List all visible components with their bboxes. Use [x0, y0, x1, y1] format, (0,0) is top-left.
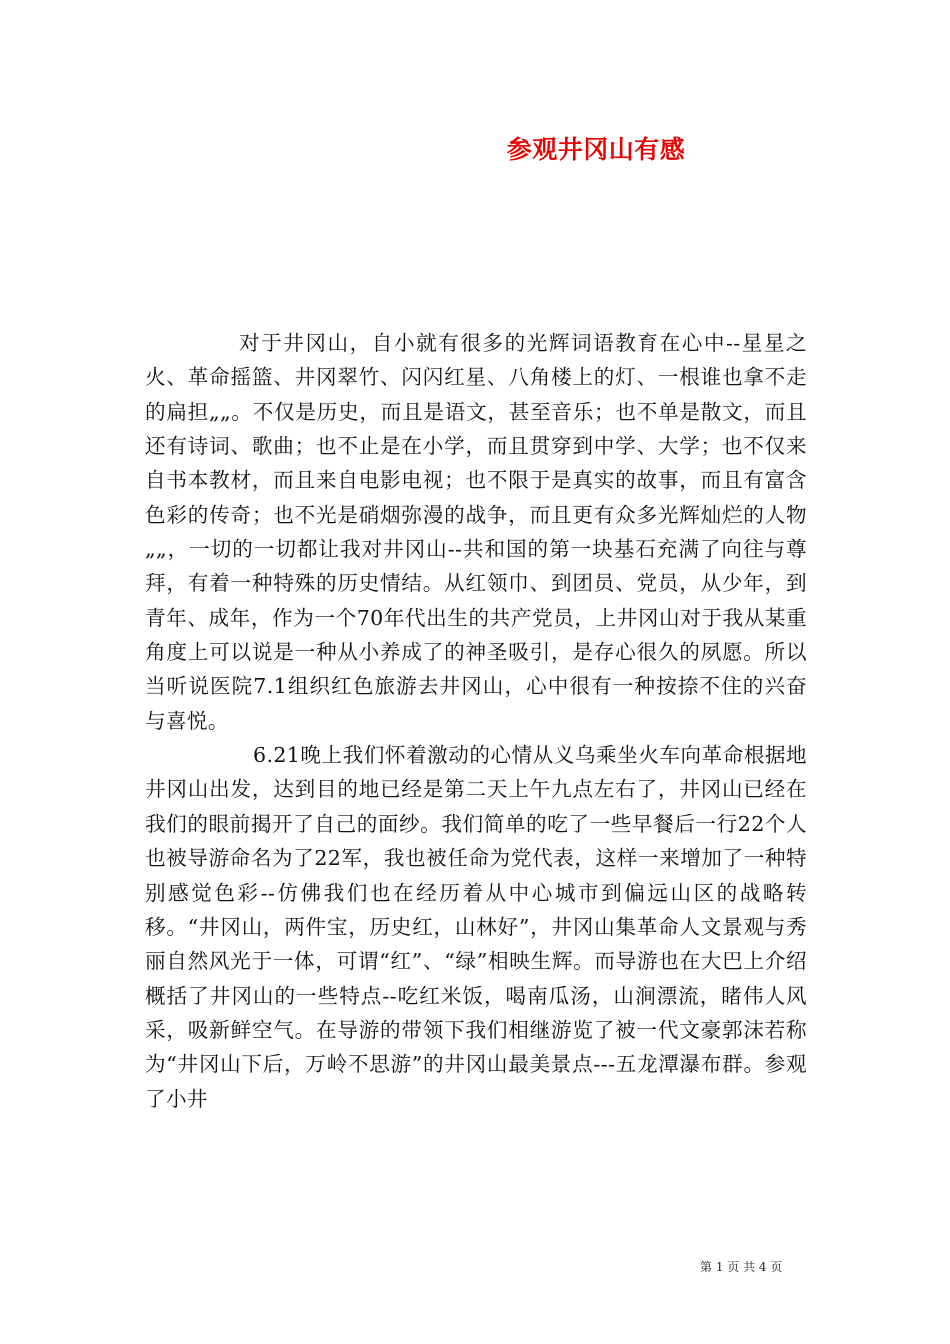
paragraph-1: 对于井冈山，自小就有很多的光辉词语教育在心中--星星之火、革命摇篮、井冈翠竹、闪闪红星、八角楼上的灯、一根谁也拿不走的扁担„„。不仅是历史，而且是语文，甚至音乐；也不单是散文，而且还有诗词、歌曲；也不止是在小学，而且贯穿到中学、大学；也不仅来自书本教材，而且来自电影电视；也不限于是真实的故事，而且有富含色彩的传奇；也不光是硝烟弥漫的战争，而且更有众多光辉灿烂的人物„„，一切的一切都让我对井冈山--共和国的第一块基石充满了向往与尊拜，有着一种特殊的历史情结。从红领巾、到团员、党员，从少年，到青年、成年，作为一个70年代出生的共产党员，上井冈山对于我从某重角度上可以说是一种从小养成了的神圣吸引，是存心很久的夙愿。所以当听说医院7.1组织红色旅游去井冈山，心中很有一种按捺不住的兴奋与喜悦。 — [145, 331, 807, 733]
document-body — [145, 326, 807, 1116]
document-title: 参观井冈山有感 — [506, 135, 686, 164]
paragraph-2: 6.21晚上我们怀着激动的心情从义乌乘坐火车向革命根据地井冈山出发，达到目的地已经是第二天上午九点左右了，井冈山已经在我们的眼前揭开了自己的面纱。我们简单的吃了一些早餐后一行22个人也被导游命名为了22军，我也被任命为党代表，这样一来增加了一种特别感觉色彩--仿佛我们也在经历着从中心城市到偏远山区的战略转移。“井冈山，两件宝，历史红，山林好”，井冈山集革命人文景观与秀丽自然风光于一体，可谓“红”、“绿”相映生辉。而导游也在大巴上介绍概括了井冈山的一些特点--吃红米饭，喝南瓜汤，山涧漂流，睹伟人风采，吸新鲜空气。在导游的带领下我们相继游览了被一代文豪郭沫若称为“井冈山下后，万岭不思游”的井冈山最美景点---五龙潭瀑布群。参观了小井 — [145, 743, 807, 1111]
page-footer: 第 1 页 共 4 页 — [700, 1260, 783, 1274]
